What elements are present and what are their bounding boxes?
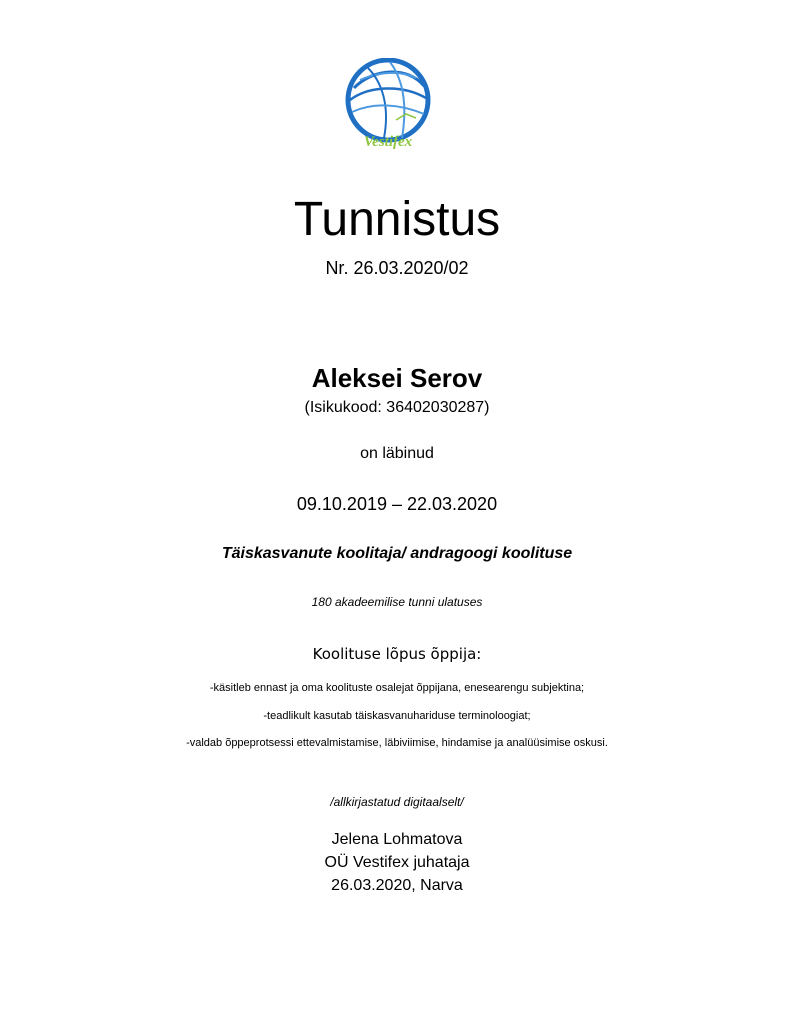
outcomes-title: Koolituse lõpus õppija: bbox=[312, 645, 482, 663]
course-hours: 180 akadeemilise tunni ulatuses bbox=[311, 595, 483, 609]
training-period: 09.10.2019 – 22.03.2020 bbox=[296, 494, 498, 514]
course-name: Täiskasvanute koolitaja/ andragoogi koolituse bbox=[221, 545, 573, 562]
vestifex-logo bbox=[338, 58, 438, 158]
signer-role: OÜ Vestifex juhataja bbox=[324, 854, 470, 871]
outcome-item: -teadlikult kasutab täiskasvanuhariduse terminoloogiat; bbox=[263, 710, 531, 722]
person-name: Aleksei Serov bbox=[311, 363, 483, 393]
outcome-item: -käsitleb ennast ja oma koolituste osalejat õppijana, enesearengu subjektina; bbox=[209, 682, 585, 694]
completed-text: on läbinud bbox=[360, 445, 434, 462]
digital-signature-note: /allkirjastatud digitaalselt/ bbox=[330, 795, 464, 809]
person-id-code: (Isikukood: 36402030287) bbox=[304, 399, 490, 416]
certificate-title: Tunnistus bbox=[293, 193, 501, 246]
outcome-item: -valdab õppeprotsessi ettevalmistamise, läbiviimise, hindamise ja analüüsimise oskusi. bbox=[186, 737, 608, 749]
globe-logo-icon bbox=[338, 58, 438, 158]
certificate-number: Nr. 26.03.2020/02 bbox=[325, 258, 469, 278]
logo-wordmark: Vestifex bbox=[363, 134, 413, 150]
signature-date-place: 26.03.2020, Narva bbox=[331, 877, 463, 894]
signer-name: Jelena Lohmatova bbox=[331, 831, 463, 848]
